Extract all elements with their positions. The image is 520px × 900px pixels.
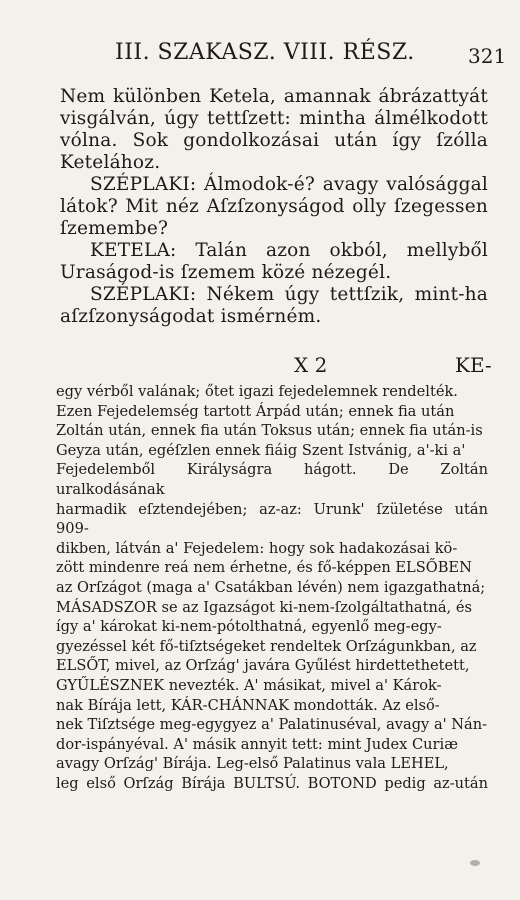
- footnote-line: Ezen Fejedelemség tartott Árpád után; ennek fia után: [56, 402, 455, 420]
- signature-row: [0, 353, 520, 379]
- footnote-line: az Orſzágot (maga a' Csatákban lévén) nem igazgathatná;: [56, 578, 486, 596]
- paragraph: KETELA: Talán azon okból, mellyből Uraságod-is ſzemem közé nézegél.: [60, 240, 488, 283]
- footnote-line: avagy Orſzág' Bírája. Leg-első Palatinus vala LEHEL,: [56, 755, 449, 773]
- footnote-line: Fejedelemből Királyságra hágott. De Zoltán uralkodásának: [56, 461, 488, 498]
- paragraph: Nem különben Ketela, amannak ábrázattyát visgálván, úgy tettſzett: mintha álmélkodott vólna. Sok gondolkozásai után így ſzólla Ketelához.: [60, 86, 488, 173]
- paragraph: SZÉPLAKI: Nékem úgy tettſzik, mint-ha aſzſzonyságodat ismérném.: [60, 284, 488, 327]
- footnote-line: harmadik eſztendejében; az-az: Urunk' ſzületése után 909-: [56, 500, 488, 538]
- footnote-line: egy vérből valának; őtet igazi fejedelemnek rendelték.: [56, 383, 458, 400]
- footnote-line: dor-ispányéval. A' másik annyit tett: mint Judex Curiæ: [56, 735, 458, 753]
- footnote-line: GYŰLÉSZNEK nevezték. A' másikat, mivel a' Károk-: [56, 676, 442, 694]
- footnote-line: nak Bírája lett, KÁR-CHÁNNAK mondották. Az első-: [56, 696, 440, 714]
- ink-mark: [470, 860, 480, 866]
- footnote-line: MÁSADSZOR se az Igazságot ki-nem-ſzolgáltathatná, és: [56, 598, 472, 616]
- signature-mark: X 2: [294, 353, 328, 377]
- footnote-line: leg első Orſzág Bírája BULTSÚ. BOTOND pedig az-után: [56, 774, 488, 792]
- page-header: [0, 40, 520, 70]
- footnote-line: gyezéssel két fő-tiſztségeket rendeltek Orſzágunkban, az: [56, 637, 477, 655]
- footnote-line: így a' károkat ki-nem-pótolthatná, egyenlő meg-egy-: [56, 618, 442, 636]
- footnote-line: nek Tiſztsége meg-egygyez a' Palatinuséval, avagy a' Nán-: [56, 716, 488, 734]
- footnote-line: Zoltán után, ennek fia után Toksus után; ennek fia után-is: [56, 422, 483, 440]
- footnote-line: dikben, látván a' Fejedelem: hogy sok hadakozásai kö-: [56, 539, 458, 557]
- paragraph: SZÉPLAKI: Álmodok-é? avagy valósággal látok? Mit néz Aſzſzonyságod olly ſzegessen ſzemembe?: [60, 174, 488, 239]
- footnote-line: ELSŐT, mivel, az Orſzág' javára Gyűlést hirdettethetett,: [56, 657, 470, 675]
- running-head: III. SZAKASZ. VIII. RÉSZ.: [115, 40, 415, 65]
- footnote: [56, 382, 488, 793]
- main-text: [60, 86, 488, 328]
- footnote-line: zött mindenre reá nem érhetne, és fő-képpen ELSŐBEN: [56, 559, 472, 577]
- page-number: 321: [468, 44, 507, 68]
- footnote-line: Geyza után, egéſzlen ennek fiáig Szent Istvánig, a'-ki a': [56, 441, 466, 459]
- catchword: KE-: [455, 353, 492, 377]
